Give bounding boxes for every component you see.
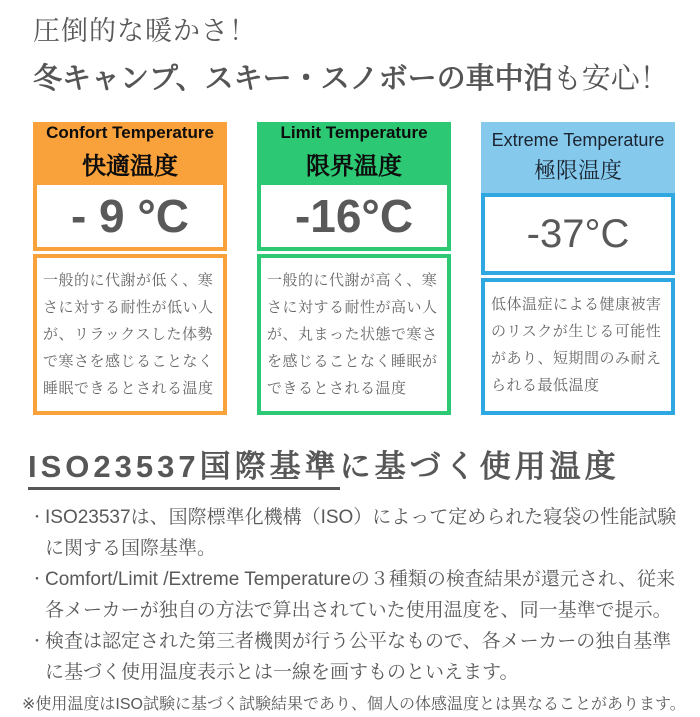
extreme-temp-box xyxy=(481,193,675,275)
list-item xyxy=(30,626,682,688)
bullet-text-1: ISO23537は、国際標準化機構（ISO）によって定められた寝袋の性能試験に関する国際基準。 xyxy=(45,507,677,559)
main-title-line2 xyxy=(33,56,700,97)
extreme-header xyxy=(481,122,675,193)
limit-header xyxy=(257,122,451,181)
limit-desc-box xyxy=(257,254,451,415)
temp-column-limit xyxy=(257,122,451,415)
comfort-header xyxy=(33,122,227,181)
limit-description: 一般的に代謝が高く、寒さに対する耐性が高い人が、丸まった状態で寒さを感じることなく睡眠ができるとされる温度 xyxy=(267,272,438,397)
limit-title-en: Limit Temperature xyxy=(280,122,428,142)
main-title-line1: 圧倒的な暖かさ！ xyxy=(33,16,257,46)
bullet-marker: ・ xyxy=(30,509,44,525)
comfort-title-en: Confort Temperature xyxy=(46,122,214,142)
comfort-temp-value: - 9 °C xyxy=(70,190,190,243)
extreme-description: 低体温症による健康被害のリスクが生じる可能性があり、短期間のみ耐えられる最低温度 xyxy=(491,296,662,394)
bullet-marker: ・ xyxy=(30,571,44,587)
main-title-line2-bold: 冬キャンプ、スキー・スノボーの車中泊 xyxy=(33,63,553,95)
iso-heading-underlined: ISO23537国際基準 xyxy=(28,449,340,490)
limit-title-ja: 限界温度 xyxy=(306,152,402,180)
temp-column-extreme xyxy=(481,122,675,415)
comfort-desc-box xyxy=(33,254,227,415)
main-title-line2-rest: も安心！ xyxy=(552,63,669,95)
iso-section-heading xyxy=(28,441,700,486)
extreme-desc-box xyxy=(481,278,675,415)
title-block xyxy=(0,0,700,97)
extreme-temp-value: -37°C xyxy=(526,211,630,256)
bullet-text-3: 検査は認定された第三者機関が行う公平なもので、各メーカーの独自基準に基づく使用温度表示とは一線を画すものといえます。 xyxy=(45,631,672,683)
list-item xyxy=(30,502,682,564)
temp-column-comfort xyxy=(33,122,227,415)
extreme-title-en: Extreme Temperature xyxy=(491,130,665,150)
temperature-columns xyxy=(33,122,675,415)
comfort-title-ja: 快適温度 xyxy=(82,152,178,180)
comfort-temp-box xyxy=(33,181,227,251)
extreme-title-ja: 極限温度 xyxy=(533,158,622,183)
iso-heading-rest: に基づく使用温度 xyxy=(339,449,620,484)
footnote: ※使用温度はISO試験に基づく試験結果であり、個人の体感温度とは異なることがあります。 xyxy=(22,696,686,713)
iso-bullet-list xyxy=(30,502,682,688)
limit-temp-box xyxy=(257,181,451,251)
comfort-description: 一般的に代謝が低く、寒さに対する耐性が低い人が、リラックスした体勢で寒さを感じることなく睡眠できるとされる温度 xyxy=(43,272,214,397)
bullet-text-2: Comfort/Limit /Extreme Temperatureの３種類の検査結果が還元され、従来各メーカーが独自の方法で算出されていた使用温度を、同一基準で提示。 xyxy=(45,569,675,621)
list-item xyxy=(30,564,682,626)
bullet-marker: ・ xyxy=(30,633,44,649)
limit-temp-value: -16°C xyxy=(294,190,414,243)
